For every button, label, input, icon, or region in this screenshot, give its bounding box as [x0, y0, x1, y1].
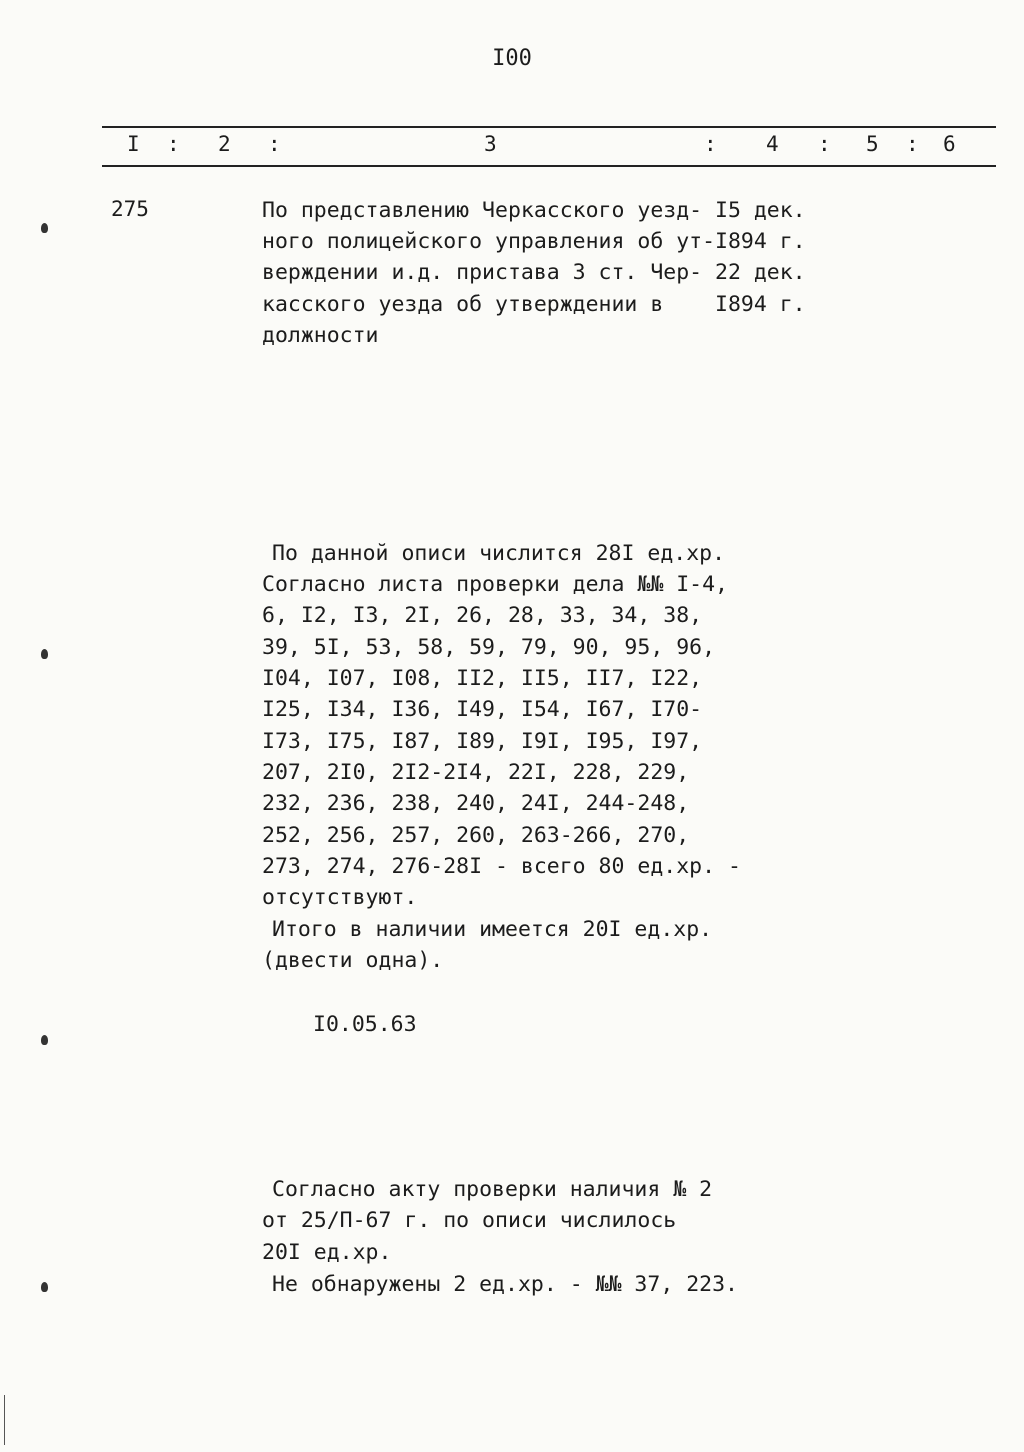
binder-hole-mark — [41, 223, 48, 233]
summary-line: I04, I07, I08, II2, II5, II7, I22, — [262, 666, 703, 691]
summary-line: отсутствуют. — [262, 885, 418, 910]
scan-edge-mark — [4, 1395, 5, 1445]
table-header-bottom-rule — [102, 165, 996, 167]
act-line: от 25/П-67 г. по описи числилось — [262, 1208, 677, 1233]
entry-date-line: 22 дек. — [715, 260, 806, 285]
column-header-2: 2 — [218, 132, 231, 156]
column-header-5: 5 — [866, 132, 879, 156]
column-header-1: I — [127, 132, 140, 156]
summary-line: 39, 5I, 53, 58, 59, 79, 90, 95, 96, — [262, 635, 716, 660]
column-separator: : — [268, 132, 281, 156]
column-separator: : — [704, 132, 717, 156]
entry-title-line: верждении и.д. пристава 3 ст. Чер- — [262, 260, 703, 285]
summary-line: 252, 256, 257, 260, 263-266, 270, — [262, 823, 690, 848]
entry-title-line: По представлению Черкасского уезд- — [262, 198, 703, 223]
column-separator: : — [906, 132, 919, 156]
column-separator: : — [818, 132, 831, 156]
summary-line: 6, I2, I3, 2I, 26, 28, 33, 34, 38, — [262, 603, 703, 628]
summary-line: 232, 236, 238, 240, 24I, 244-248, — [262, 791, 690, 816]
summary-line: Согласно листа проверки дела №№ I-4, — [262, 572, 728, 597]
page-number: I00 — [492, 46, 532, 71]
binder-hole-mark — [41, 649, 48, 659]
summary-line: I73, I75, I87, I89, I9I, I95, I97, — [262, 729, 703, 754]
entry-date-line: I894 г. — [715, 229, 806, 254]
column-header-4: 4 — [766, 132, 779, 156]
binder-hole-mark — [41, 1282, 48, 1292]
summary-line: 207, 2I0, 2I2-2I4, 22I, 228, 229, — [262, 760, 690, 785]
entry-number: 275 — [111, 197, 149, 221]
entry-date-line: I5 дек. — [715, 198, 806, 223]
summary-date: I0.05.63 — [313, 1012, 417, 1037]
table-header-top-rule — [102, 126, 996, 128]
column-separator: : — [167, 132, 180, 156]
summary-line: I25, I34, I36, I49, I54, I67, I70- — [262, 697, 703, 722]
summary-line: (двести одна). — [262, 948, 444, 973]
entry-title-line: должности — [262, 323, 379, 348]
entry-title-line: ного полицейского управления об ут- — [262, 229, 716, 254]
entry-date-line: I894 г. — [715, 292, 806, 317]
act-line: Согласно акту проверки наличия № 2 — [272, 1177, 713, 1202]
act-line: 20I ед.хр. — [262, 1240, 392, 1265]
summary-line: По данной описи числится 28I ед.хр. — [272, 541, 726, 566]
binder-hole-mark — [41, 1035, 48, 1045]
act-line: Не обнаружены 2 ед.хр. - №№ 37, 223. — [272, 1272, 738, 1297]
entry-title-line: касского уезда об утверждении в — [262, 292, 664, 317]
summary-line: Итого в наличии имеется 20I ед.хр. — [272, 917, 713, 942]
column-header-3: 3 — [484, 132, 497, 156]
summary-line: 273, 274, 276-28I - всего 80 ед.хр. - — [262, 854, 741, 879]
column-header-6: 6 — [943, 132, 956, 156]
